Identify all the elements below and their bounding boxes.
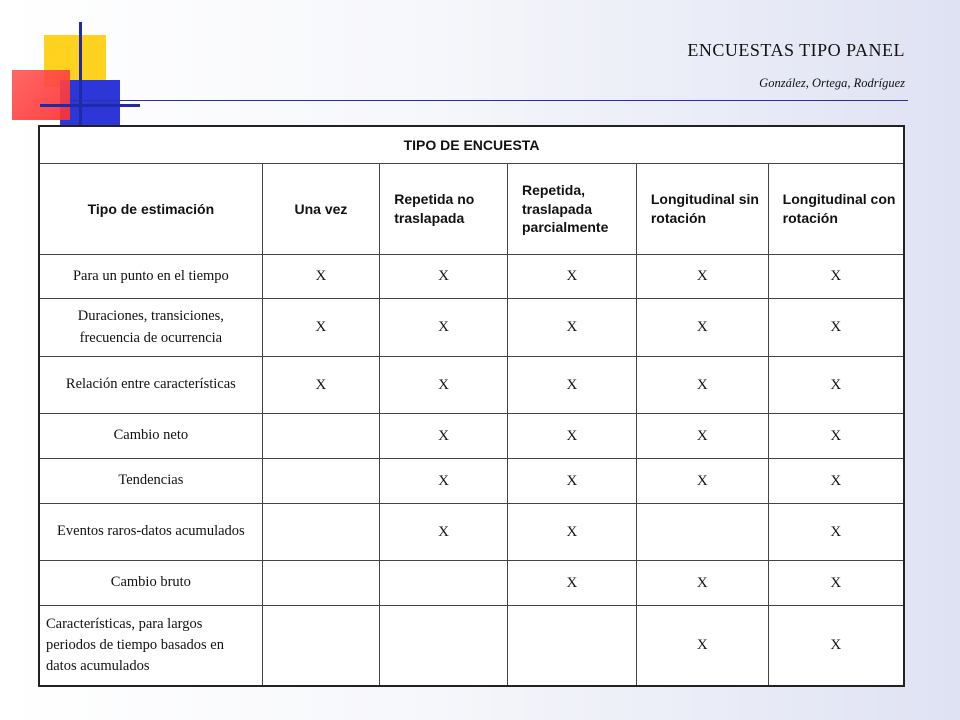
mark-cell: X (262, 357, 380, 414)
mark-cell (262, 504, 380, 561)
mark-cell (262, 606, 380, 686)
mark-cell: X (507, 299, 636, 357)
mark-cell (262, 561, 380, 606)
mark-cell: X (507, 561, 636, 606)
page-title: ENCUESTAS TIPO PANEL (687, 40, 905, 60)
logo-red-square (12, 70, 70, 120)
mark-cell: X (768, 357, 904, 414)
mark-cell (636, 504, 768, 561)
table-row (39, 414, 904, 459)
mark-cell: X (636, 561, 768, 606)
mark-cell: X (507, 255, 636, 299)
logo-graphic (0, 0, 140, 140)
mark-cell: X (262, 299, 380, 357)
mark-cell: X (768, 504, 904, 561)
row-label: Cambio bruto (39, 561, 262, 606)
mark-cell (262, 459, 380, 504)
mark-cell: X (636, 459, 768, 504)
column-header: Longitudinal sin rotación (636, 164, 768, 255)
row-label: Relación entre características (39, 357, 262, 414)
table-row (39, 255, 904, 299)
mark-cell: X (507, 459, 636, 504)
mark-cell: X (768, 299, 904, 357)
survey-type-table (38, 125, 905, 687)
column-header: Longitudinal con rotación (768, 164, 904, 255)
authors-line: González, Ortega, Rodríguez (759, 76, 905, 90)
row-label: Tendencias (39, 459, 262, 504)
row-label: Para un punto en el tiempo (39, 255, 262, 299)
mark-cell: X (768, 606, 904, 686)
mark-cell: X (380, 504, 508, 561)
table-title: TIPO DE ENCUESTA (39, 126, 904, 164)
row-label: Duraciones, transiciones, frecuencia de ocurrencia (39, 299, 262, 357)
mark-cell: X (636, 357, 768, 414)
mark-cell (380, 561, 508, 606)
column-header: Tipo de estimación (39, 164, 262, 255)
logo-vertical-line (79, 22, 82, 134)
mark-cell: X (768, 414, 904, 459)
mark-cell: X (768, 255, 904, 299)
header-divider (70, 100, 908, 101)
mark-cell: X (380, 414, 508, 459)
column-header: Una vez (262, 164, 380, 255)
title-block (687, 40, 905, 61)
mark-cell: X (768, 459, 904, 504)
mark-cell: X (380, 459, 508, 504)
row-label: Características, para largos periodos de tiempo basados en datos acumulados (39, 606, 262, 686)
mark-cell: X (380, 255, 508, 299)
mark-cell: X (262, 255, 380, 299)
mark-cell (507, 606, 636, 686)
row-label: Cambio neto (39, 414, 262, 459)
column-header: Repetida no traslapada (380, 164, 508, 255)
table-row (39, 299, 904, 357)
mark-cell: X (380, 357, 508, 414)
row-label: Eventos raros-datos acumulados (39, 504, 262, 561)
table-row (39, 357, 904, 414)
mark-cell: X (507, 504, 636, 561)
mark-cell: X (636, 255, 768, 299)
table-row (39, 504, 904, 561)
mark-cell: X (380, 299, 508, 357)
mark-cell (262, 414, 380, 459)
mark-cell: X (636, 414, 768, 459)
logo-horizontal-line (40, 104, 140, 107)
mark-cell: X (507, 357, 636, 414)
mark-cell (380, 606, 508, 686)
table-row (39, 459, 904, 504)
mark-cell: X (507, 414, 636, 459)
mark-cell: X (768, 561, 904, 606)
table-row (39, 561, 904, 606)
column-header: Repetida, traslapada parcialmente (507, 164, 636, 255)
table-row (39, 606, 904, 686)
column-header-row (39, 164, 904, 255)
mark-cell: X (636, 299, 768, 357)
mark-cell: X (636, 606, 768, 686)
